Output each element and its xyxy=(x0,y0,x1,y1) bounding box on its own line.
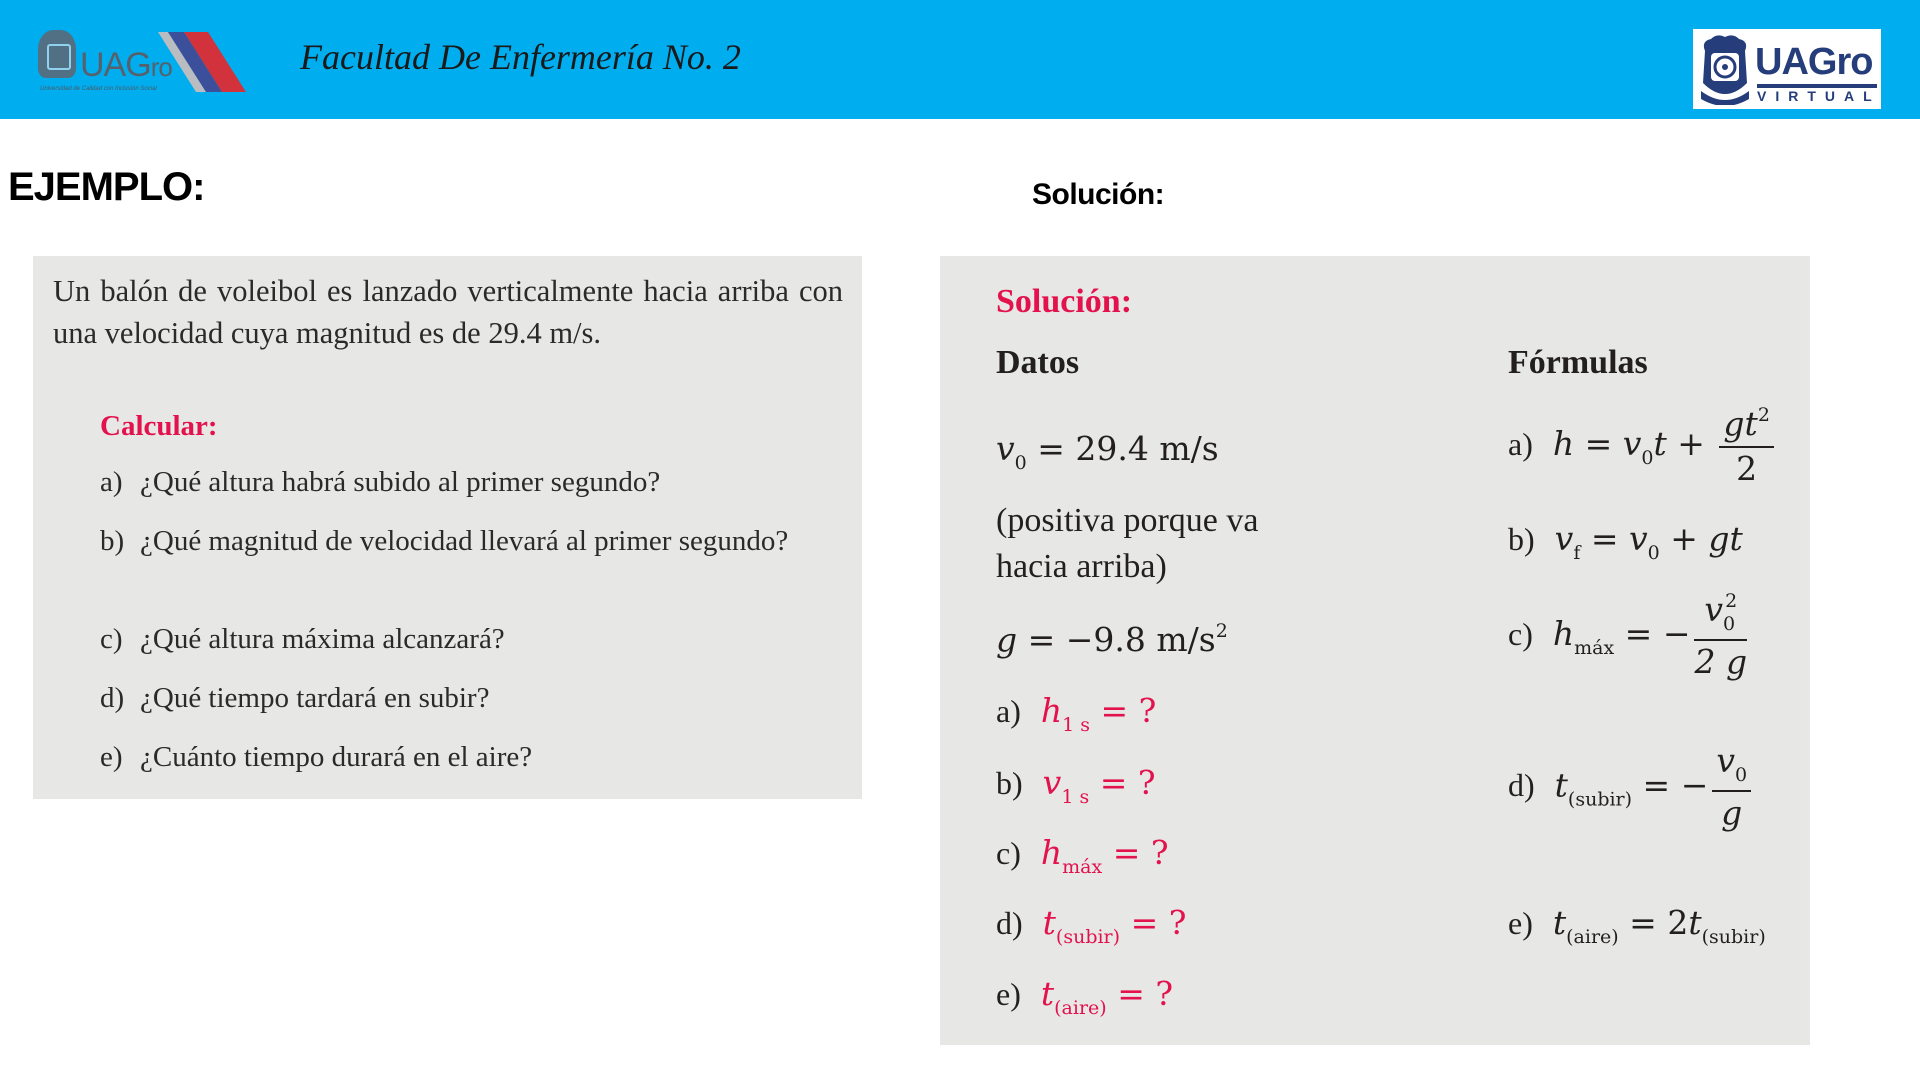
formula-b: b) $v_f = v_0$ + gt xyxy=(1508,519,1743,564)
eagle-crest-icon xyxy=(1697,33,1753,105)
question-item xyxy=(100,463,840,502)
question-text: ¿Qué tiempo tardará en subir? xyxy=(140,682,490,714)
logo-right-subtitle: VIRTUAL xyxy=(1757,88,1881,104)
question-letter: a) xyxy=(100,466,123,498)
question-item xyxy=(100,522,840,561)
question-item xyxy=(100,679,840,718)
solution-heading: Solución: xyxy=(1032,178,1165,211)
unknown-item: c) $h_{máx}$ = ? xyxy=(996,833,1169,878)
formula-c: c) $h_{máx}$ = − $\frac{v_0^2}{2 g}$ xyxy=(1508,590,1748,681)
question-letter: b) xyxy=(100,525,125,557)
uagro-virtual-logo xyxy=(1693,29,1881,109)
problem-statement: Un balón de voleibol es lanzado verticalmente hacia arriba con una velocidad cuya magnitud es de 29.4 m/s. xyxy=(53,274,843,350)
solution-panel xyxy=(940,256,1810,1045)
unknown-item: b) $v_{1 s}$ = ? xyxy=(996,763,1156,808)
example-heading: EJEMPLO: xyxy=(8,165,205,209)
formula-a: a) $h = v_0t$ + $\frac{gt^2}{2}$ xyxy=(1508,406,1774,486)
university-crest-icon xyxy=(38,30,76,78)
formula-d: d) $t_{(subir)}$ = − $\frac{v_0}{g}$ xyxy=(1508,744,1751,831)
calculate-label: Calcular: xyxy=(100,410,218,442)
fraction: $\frac{gt^2}{2}$ xyxy=(1719,406,1773,486)
question-text: ¿Cuánto tiempo durará en el aire? xyxy=(140,741,533,773)
question-text: ¿Qué altura habrá subido al primer segundo? xyxy=(140,466,661,498)
unknown-item: a) $h_{1 s}$ = ? xyxy=(996,691,1157,736)
uagro-logo-left xyxy=(36,28,248,98)
formulas-heading: Fórmulas xyxy=(1508,344,1648,381)
question-letter: e) xyxy=(100,741,123,773)
logo-left-brand: UAGro xyxy=(80,46,172,84)
logo-stripes-icon xyxy=(158,32,248,92)
faculty-title: Facultad De Enfermería No. 2 xyxy=(300,37,741,77)
datos-heading: Datos xyxy=(996,344,1080,381)
question-letter: d) xyxy=(100,682,125,714)
header-banner xyxy=(0,0,1920,119)
problem-panel xyxy=(33,256,862,799)
fraction: $\frac{v_0}{g}$ xyxy=(1712,744,1751,831)
datum-note: (positiva porque va hacia arriba) xyxy=(996,502,1259,585)
question-item xyxy=(100,738,840,777)
question-text: ¿Qué altura máxima alcanzará? xyxy=(140,623,505,655)
question-text: ¿Qué magnitud de velocidad llevará al primer segundo? xyxy=(140,525,789,557)
question-item xyxy=(100,620,840,659)
question-letter: c) xyxy=(100,623,123,655)
datum-initial-velocity: $v_0 = 29.4$ m/s xyxy=(996,429,1219,474)
logo-left-tagline: Universidad de Calidad con Inclusión Social xyxy=(40,86,157,92)
formula-e: e) $t_{(aire)} = 2t_{(subir)}$ xyxy=(1508,903,1766,948)
solution-label: Solución: xyxy=(996,283,1133,320)
datum-gravity: g = −9.8 $m/s^2$ xyxy=(996,620,1228,659)
unknown-item: e) $t_{(aire)}$ = ? xyxy=(996,974,1174,1019)
logo-right-brand: UAGro xyxy=(1755,41,1873,83)
unknown-item: d) $t_{(subir)}$ = ? xyxy=(996,903,1187,948)
fraction: $\frac{v_0^2}{2 g}$ xyxy=(1694,590,1748,681)
